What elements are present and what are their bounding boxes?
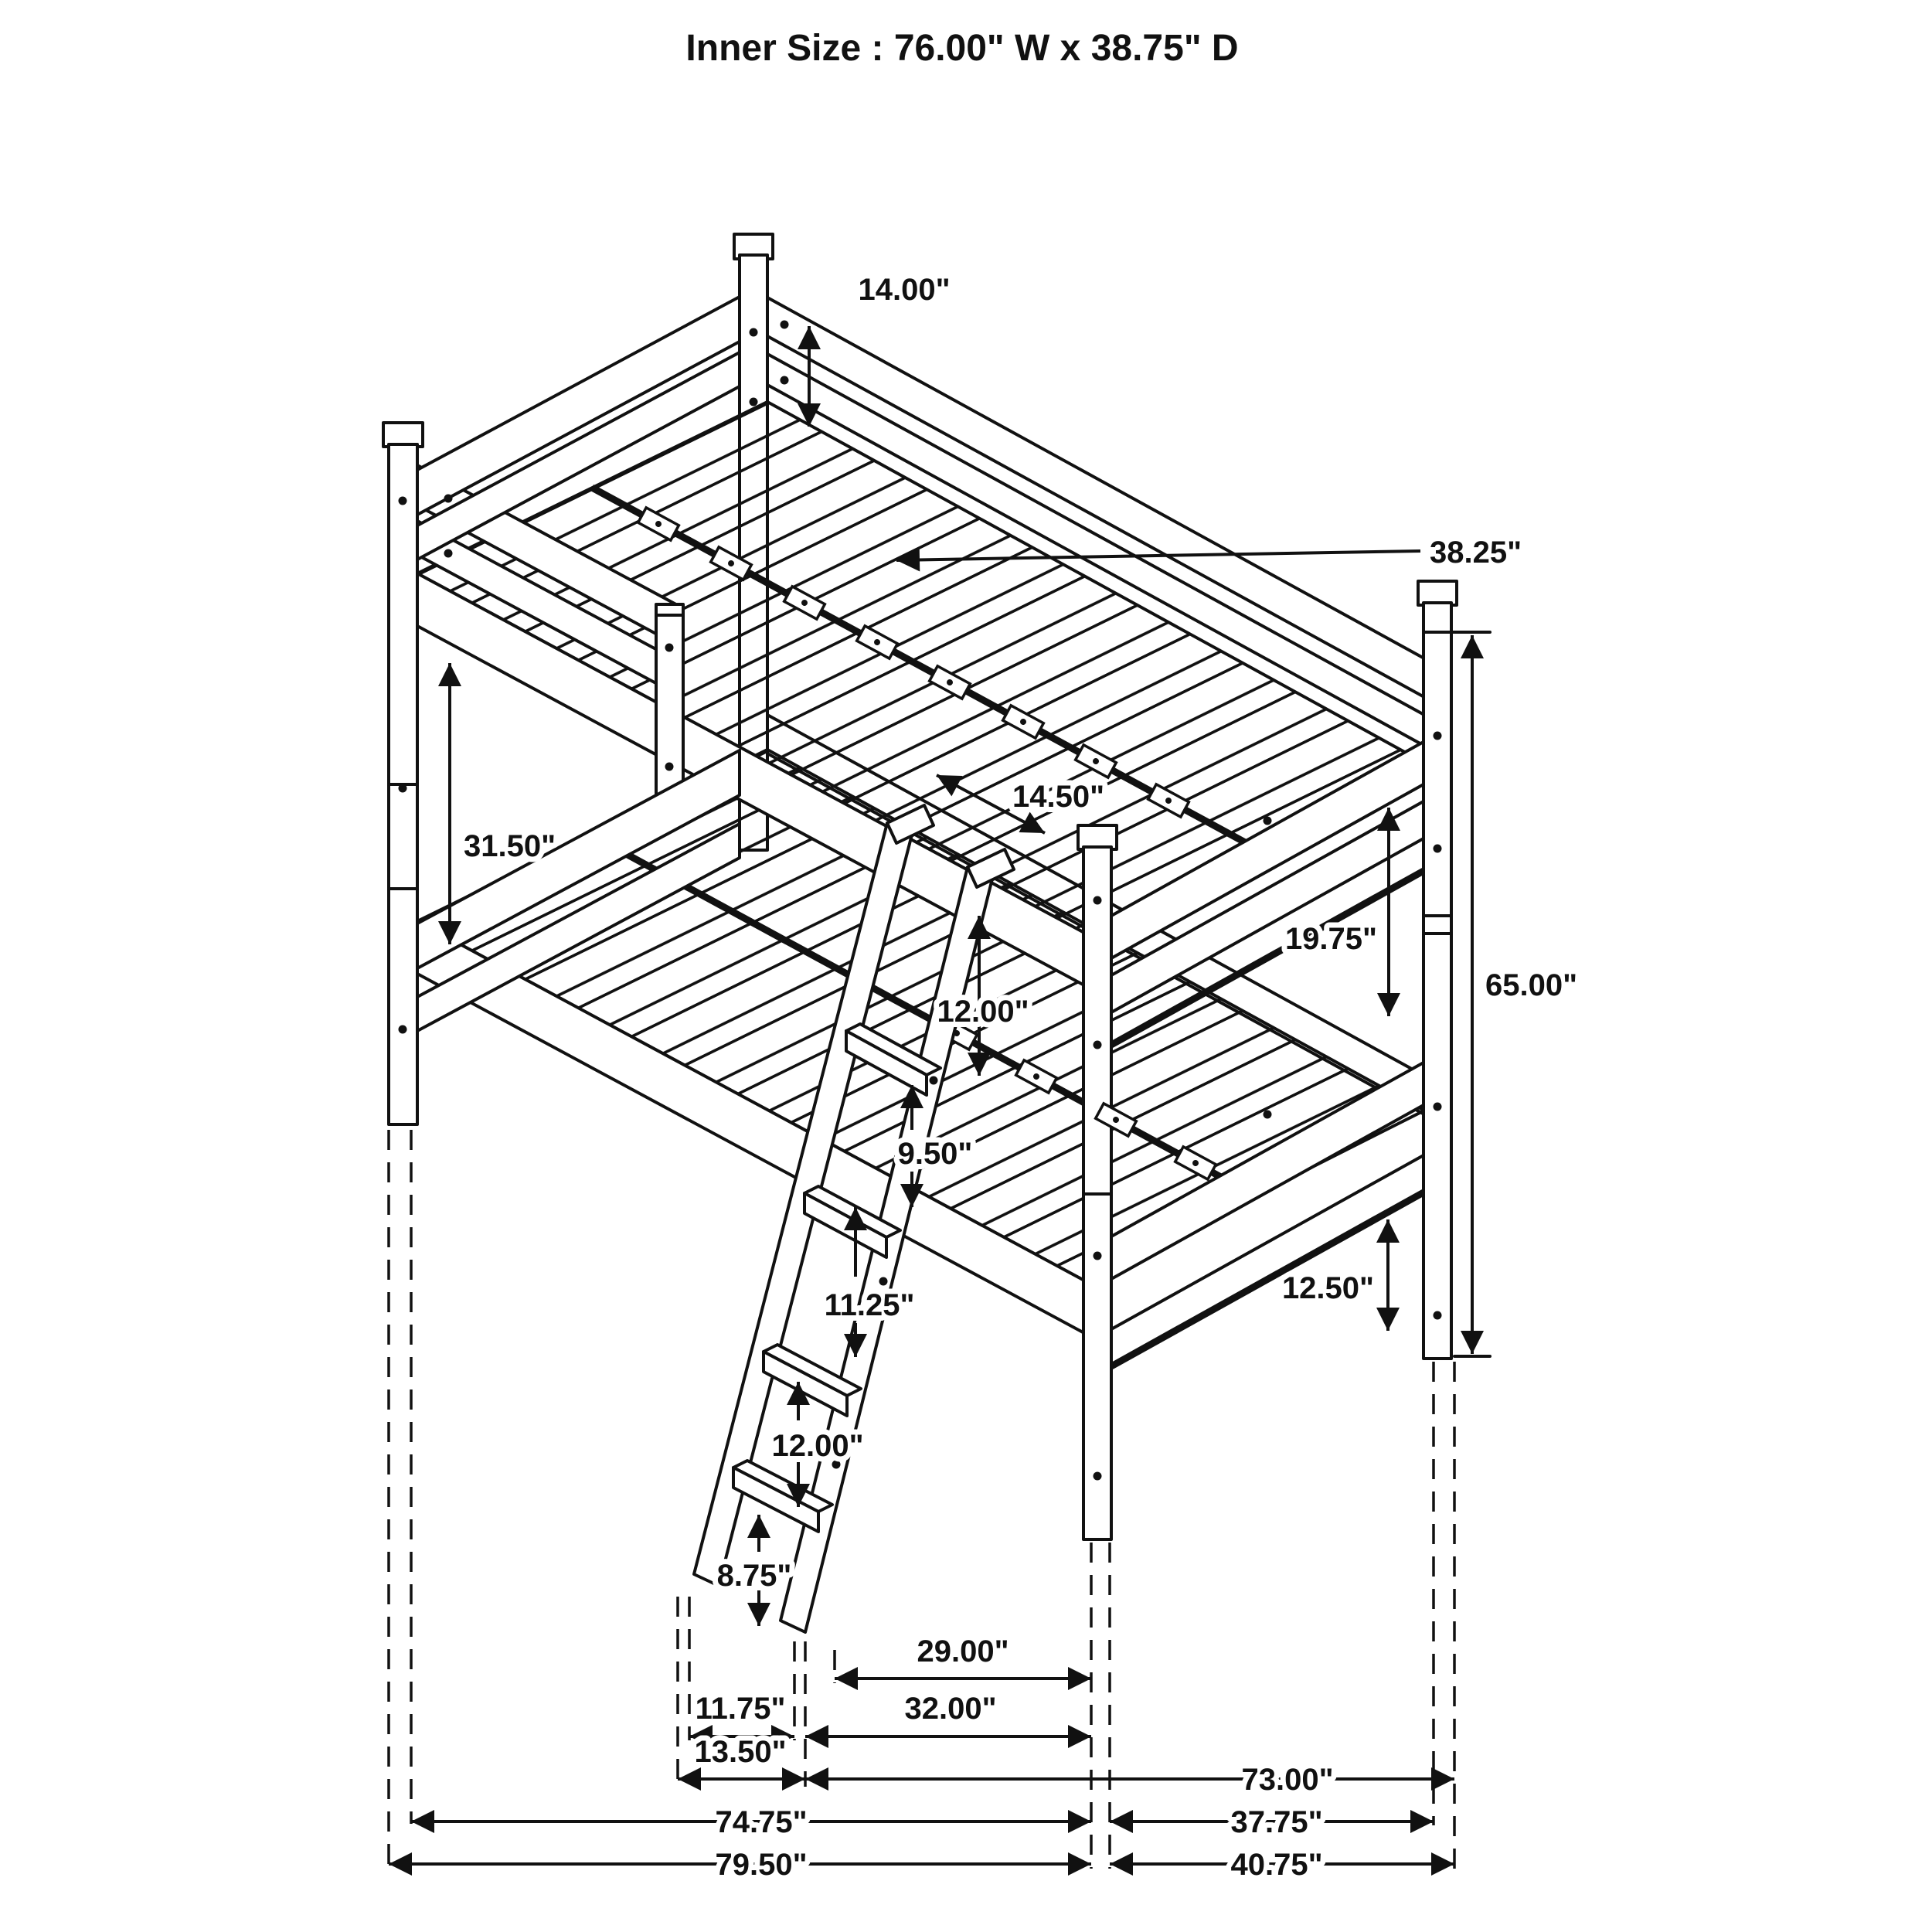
dim-label-12-00-ladder: 12.00" [771, 1429, 864, 1463]
dim-label-32-00: 32.00" [904, 1692, 997, 1726]
dim-label-11-25: 11.25" [824, 1288, 915, 1322]
page-title: Inner Size : 76.00" W x 38.75" D [685, 28, 1239, 69]
dim-label-11-75: 11.75" [695, 1692, 786, 1726]
dim-label-9-50: 9.50" [897, 1137, 973, 1171]
dim-label-14-50: 14.50" [1012, 780, 1105, 814]
dim-label-74-75: 74.75" [715, 1805, 808, 1839]
dim-label-40-75: 40.75" [1230, 1848, 1323, 1882]
dim-label-8-75: 8.75" [716, 1559, 792, 1593]
dim-label-38-25: 38.25" [1430, 536, 1522, 570]
dim-label-19-75: 19.75" [1284, 922, 1377, 956]
dim-label-65-00: 65.00" [1485, 968, 1578, 1002]
dim-label-73-00: 73.00" [1241, 1763, 1334, 1797]
dim-label-31-50: 31.50" [464, 829, 556, 863]
dim-label-12-00-mid: 12.00" [937, 995, 1029, 1029]
rear-right-post [1418, 581, 1457, 1359]
bed-structure [383, 234, 1457, 1539]
dim-label-13-50: 13.50" [694, 1735, 787, 1769]
dim-label-29-00: 29.00" [917, 1634, 1009, 1668]
front-right-post [1078, 825, 1117, 1539]
dim-label-14-00: 14.00" [858, 273, 951, 307]
dim-label-37-75: 37.75" [1230, 1805, 1323, 1839]
front-left-post [383, 423, 423, 1124]
dim-label-12-50: 12.50" [1281, 1271, 1374, 1305]
dim-label-79-50: 79.50" [715, 1848, 808, 1882]
